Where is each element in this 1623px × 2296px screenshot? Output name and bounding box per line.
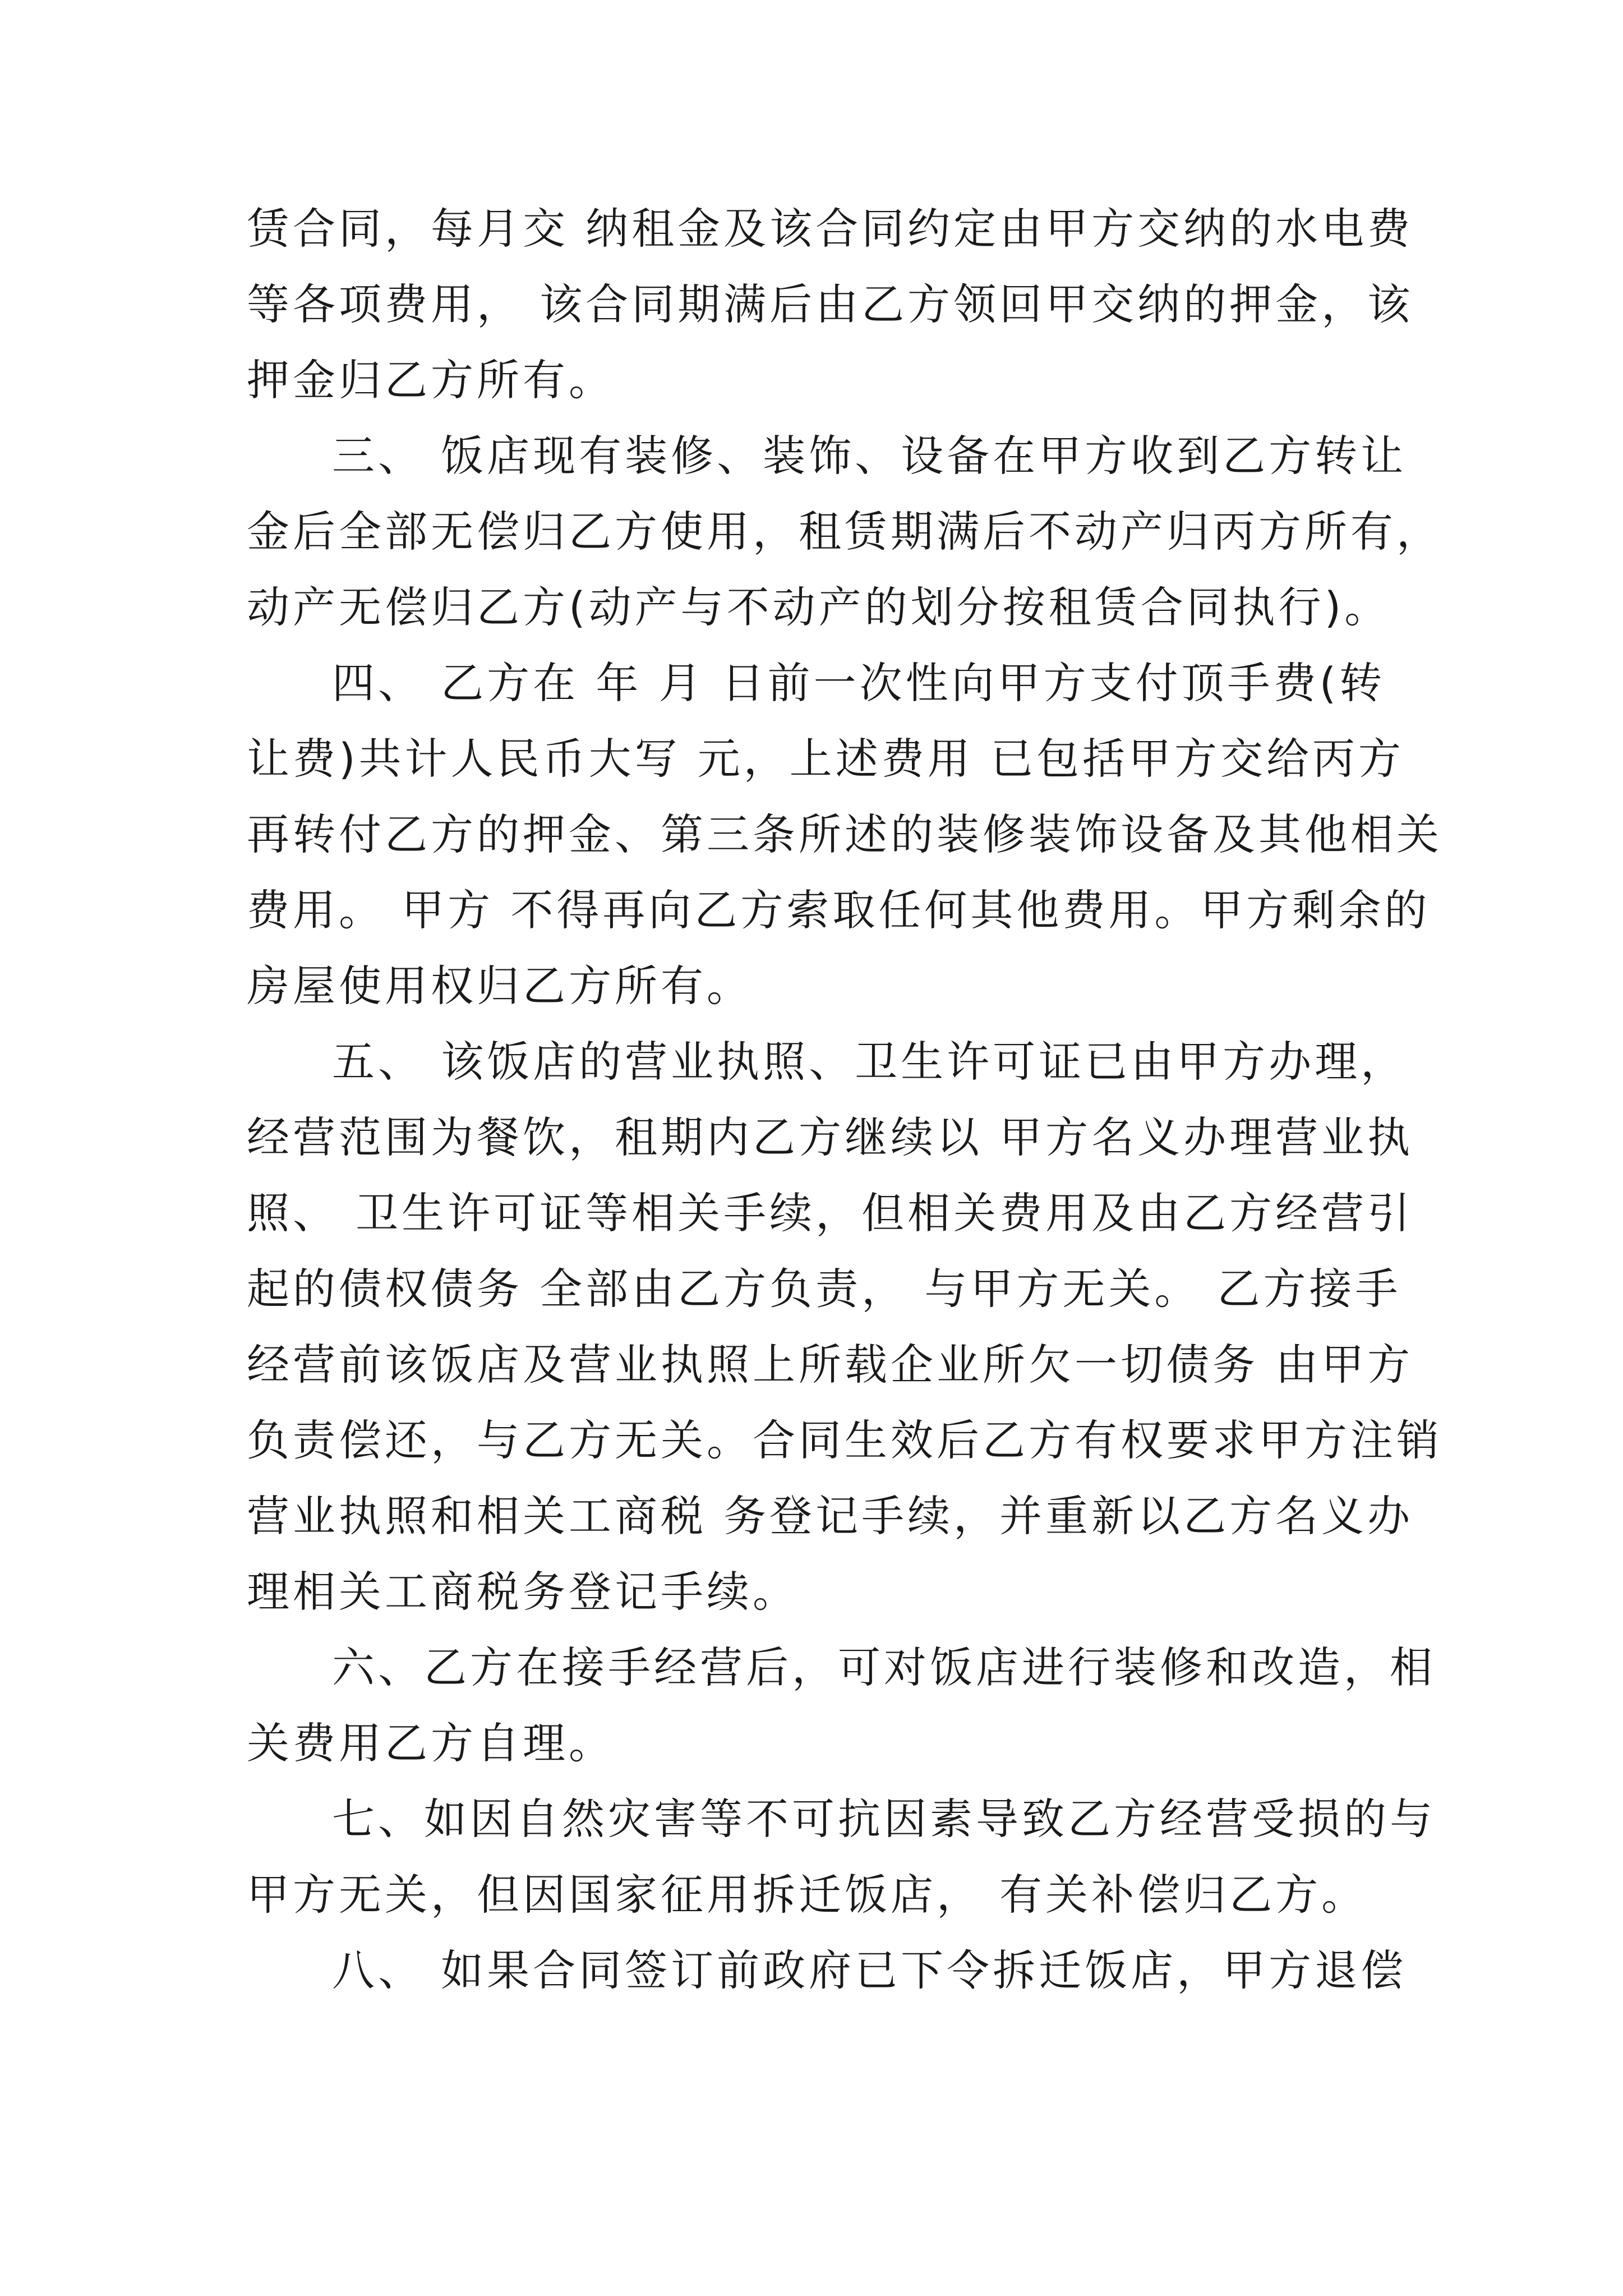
text-line: 四、 乙方在 年 月 日前一次性向甲方支付顶手费(转 bbox=[332, 658, 1386, 708]
text-line: 营业执照和相关工商税 务登记手续，并重新以乙方名义办 bbox=[247, 1491, 1414, 1541]
text-line: 经营前该饭店及营业执照上所载企业所欠一切债务 由甲方 bbox=[247, 1340, 1414, 1389]
text-line: 理相关工商税务登记手续。 bbox=[247, 1567, 799, 1617]
text-line: 起的债权债务 全部由乙方负责， 与甲方无关。 乙方接手 bbox=[247, 1264, 1401, 1314]
text-line: 赁合同，每月交 纳租金及该合同约定由甲方交纳的水电费 bbox=[247, 204, 1414, 254]
contract-body bbox=[247, 191, 1442, 2008]
text-line: 负责偿还，与乙方无关。合同生效后乙方有权要求甲方注销 bbox=[247, 1415, 1442, 1465]
text-line: 动产无偿归乙方(动产与不动产的划分按租赁合同执行)。 bbox=[247, 582, 1391, 632]
text-line: 照、 卫生许可证等相关手续，但相关费用及由乙方经营引 bbox=[247, 1188, 1414, 1238]
text-line: 七、如因自然灾害等不可抗因素导致乙方经营受损的与 bbox=[332, 1794, 1436, 1844]
text-line: 费用。 甲方 不得再向乙方索取任何其他费用。甲方剩余的 bbox=[247, 885, 1431, 935]
text-line: 等各项费用， 该合同期满后由乙方领回甲交纳的押金，该 bbox=[247, 279, 1414, 329]
text-line: 押金归乙方所有。 bbox=[247, 355, 615, 405]
text-line: 六、乙方在接手经营后，可对饭店进行装修和改造，相 bbox=[332, 1642, 1436, 1692]
text-line: 甲方无关，但因国家征用拆迁饭店， 有关补偿归乙方。 bbox=[247, 1870, 1368, 1920]
text-line: 经营范围为餐饮，租期内乙方继续以 甲方名义办理营业执 bbox=[247, 1112, 1414, 1162]
text-line: 三、 饭店现有装修、装饰、设备在甲方收到乙方转让 bbox=[332, 431, 1407, 481]
text-line: 五、 该饭店的营业执照、卫生许可证已由甲方办理， bbox=[332, 1037, 1407, 1087]
text-line: 金后全部无偿归乙方使用，租赁期满后不动产归丙方所有， bbox=[247, 507, 1442, 556]
text-line: 再转付乙方的押金、第三条所述的装修装饰设备及其他相关 bbox=[247, 809, 1442, 859]
text-line: 八、 如果合同签订前政府已下令拆迁饭店，甲方退偿 bbox=[332, 1945, 1407, 1995]
text-line: 房屋使用权归乙方所有。 bbox=[247, 961, 753, 1011]
text-line: 让费)共计人民币大写 元，上述费用 已包括甲方交给丙方 bbox=[247, 734, 1404, 784]
text-line: 关费用乙方自理。 bbox=[247, 1718, 615, 1768]
